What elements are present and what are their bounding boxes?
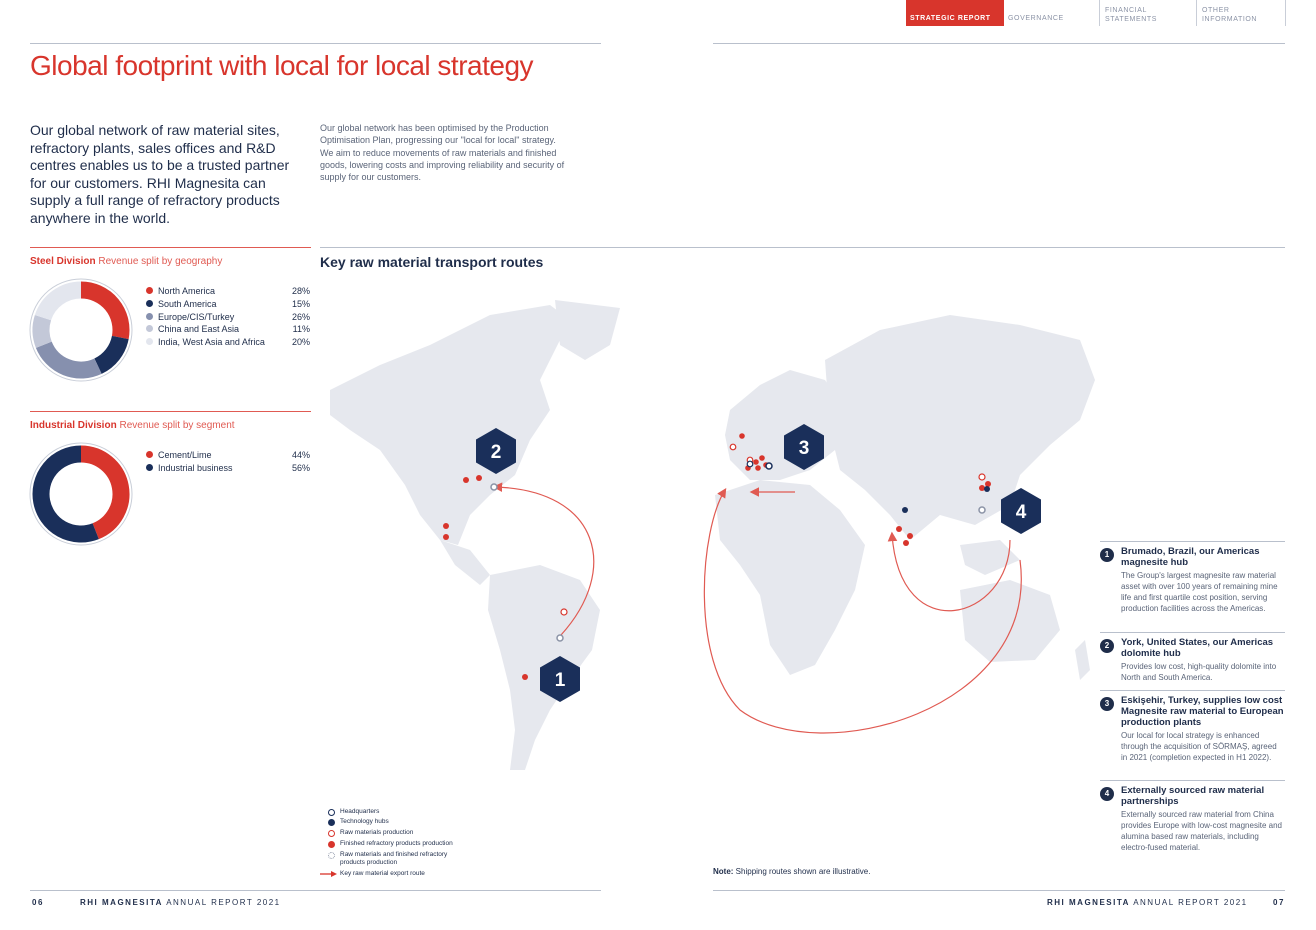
callout-heading: York, United States, our Americas dolomite hub	[1121, 637, 1274, 659]
finished-products-site	[755, 465, 761, 471]
nav-tab-governance[interactable]: GOVERNANCE	[1008, 15, 1064, 22]
footer-brand-left: RHI MAGNESITA ANNUAL REPORT 2021	[80, 898, 281, 907]
callout-body: Provides low cost, high-quality dolomite into North and South America.	[1121, 662, 1277, 682]
map-title: Key raw material transport routes	[320, 254, 544, 270]
industrial-donut-segments	[41, 454, 121, 534]
legend-swatch	[146, 287, 153, 294]
legend-value: 15%	[291, 298, 310, 309]
nav-tab-financial-statements[interactable]: FINANCIAL STATEMENTS	[1105, 7, 1158, 23]
callout-1	[1100, 546, 1285, 630]
map-note: Note: Shipping routes shown are illustrative.	[713, 867, 871, 876]
intro-text: Our global network of raw material sites, refractory plants, sales offices and R&D centres enables us to be a trusted partner for our customers. RHI Magnesita can supply a full range of refractory products anywhere in the world.	[30, 122, 290, 226]
finished-products-site	[739, 433, 745, 439]
industrial-legend-item	[146, 462, 310, 474]
combined-production-site	[557, 635, 563, 641]
footer-brand-right: RHI MAGNESITA ANNUAL REPORT 2021	[1047, 898, 1248, 907]
technology-hub-icon	[328, 819, 335, 826]
steel-legend-item	[146, 311, 310, 323]
donut-segment-2	[44, 345, 98, 370]
steel-donut-segments	[41, 290, 121, 370]
finished-products-site	[759, 455, 765, 461]
legend-label: North America	[158, 286, 216, 296]
callout-body: The Group's largest magnesite raw material asset with over 100 years of remaining mine life and first quartile cost position, serving production facilities across the Americas.	[1121, 571, 1278, 613]
raw-materials-icon	[328, 830, 335, 837]
finished-products-site	[979, 485, 985, 491]
legend-swatch	[146, 464, 153, 471]
callout-3	[1100, 695, 1285, 779]
callout-2	[1100, 637, 1285, 687]
legend-value: 11%	[292, 324, 310, 335]
callout-number: 1	[1100, 548, 1114, 562]
combined-production-site	[979, 507, 985, 513]
steel-division-heading	[30, 256, 222, 267]
legend-label: South America	[158, 298, 217, 309]
finished-products-site	[522, 674, 528, 680]
callout-heading: Brumado, Brazil, our Americas magnesite hub	[1121, 546, 1260, 568]
legend-label: Industrial business	[158, 462, 233, 473]
page-number-right: 07	[1273, 898, 1285, 907]
callout-heading: Externally sourced raw material partnerships	[1121, 785, 1265, 807]
steel-division-title: Steel Division	[30, 256, 96, 267]
hub-label-1: 1	[554, 670, 566, 691]
raw-materials-site	[730, 444, 736, 450]
steel-legend-item	[146, 336, 310, 348]
legend-swatch	[146, 325, 153, 332]
legend-label: China and East Asia	[158, 324, 240, 335]
finished-products-site	[463, 477, 469, 483]
finished-products-site	[476, 475, 482, 481]
export-route-arrow-icon	[320, 870, 338, 878]
callout-body: Externally sourced raw material from China provides Europe with low-cost magnesite and alumina based raw materials, including electro-fused material.	[1121, 810, 1282, 852]
legend-swatch	[146, 300, 153, 307]
steel-legend-item	[146, 285, 310, 297]
technology-hub-site	[902, 507, 908, 513]
finished-products-site	[903, 540, 909, 546]
technology-hub-site	[984, 486, 990, 492]
callout-number: 3	[1100, 697, 1114, 711]
finished-products-site	[896, 526, 902, 532]
legend-swatch	[146, 338, 153, 345]
nav-tab-other-information[interactable]: OTHER INFORMATION	[1202, 7, 1258, 23]
legend-value: 44%	[291, 450, 310, 460]
hub-label-3: 3	[798, 438, 810, 459]
legend-value: 56%	[291, 462, 310, 473]
donut-segment-3	[41, 318, 44, 345]
steel-division-subtitle: Revenue split by geography	[98, 256, 223, 267]
hub-label-2: 2	[490, 442, 502, 463]
page-title: Global footprint with local for local strategy	[30, 50, 534, 81]
intro-secondary-text: Our global network has been optimised by the Production Optimisation Plan, progressing our "local for local" strategy. We aim to reduce movements of raw materials and finished goods, lowering costs and improving reliability and security of supply for our customers.	[320, 123, 565, 183]
raw-materials-site	[979, 474, 985, 480]
industrial-legend-item	[146, 449, 310, 461]
hub-label-4: 4	[1015, 502, 1027, 523]
legend-value: 20%	[291, 337, 310, 348]
page-number-left: 06	[32, 898, 44, 907]
finished-products-site	[443, 523, 449, 529]
donut-segment-0	[81, 290, 121, 337]
donut-segment-4	[43, 290, 81, 318]
steel-legend-item	[146, 323, 310, 335]
raw-materials-site	[561, 609, 567, 615]
finished-products-site	[753, 459, 759, 465]
legend-value: 28%	[291, 286, 310, 296]
callout-number: 4	[1100, 787, 1114, 801]
headquarters-icon	[328, 809, 335, 816]
headquarters-site	[747, 461, 753, 467]
legend-value: 26%	[291, 311, 310, 322]
finished-products-site	[443, 534, 449, 540]
nav-tab-strategic-report[interactable]: STRATEGIC REPORT	[906, 0, 1004, 26]
combined-production-site	[491, 484, 497, 490]
callout-number: 2	[1100, 639, 1114, 653]
world-map	[320, 290, 1100, 790]
steel-legend-item	[146, 298, 310, 310]
headquarters-site	[766, 463, 772, 469]
industrial-revenue-donut	[28, 441, 134, 547]
donut-segment-0	[81, 454, 121, 531]
legend-label: India, West Asia and Africa	[158, 337, 265, 348]
finished-products-icon	[328, 841, 335, 848]
legend-label: Cement/Lime	[158, 450, 212, 460]
callout-heading: Eskişehir, Turkey, supplies low cost Magnesite raw material to European production plants	[1121, 695, 1284, 728]
donut-segment-1	[98, 337, 120, 366]
combined-production-icon	[328, 852, 335, 859]
industrial-division-subtitle: Revenue split by segment	[119, 420, 235, 431]
legend-swatch	[146, 313, 153, 320]
steel-revenue-donut	[28, 277, 134, 383]
legend-swatch	[146, 451, 153, 458]
donut-segment-1	[41, 454, 96, 534]
legend-label: Europe/CIS/Turkey	[158, 311, 235, 322]
callout-4	[1100, 785, 1285, 865]
callout-body: Our local for local strategy is enhanced through the acquisition of SÖRMAŞ, agreed in 2021 (completion expected in H1 2022).	[1121, 731, 1277, 762]
finished-products-site	[907, 533, 913, 539]
finished-products-site	[985, 481, 991, 487]
industrial-division-title: Industrial Division	[30, 420, 117, 431]
industrial-division-heading	[30, 420, 235, 431]
